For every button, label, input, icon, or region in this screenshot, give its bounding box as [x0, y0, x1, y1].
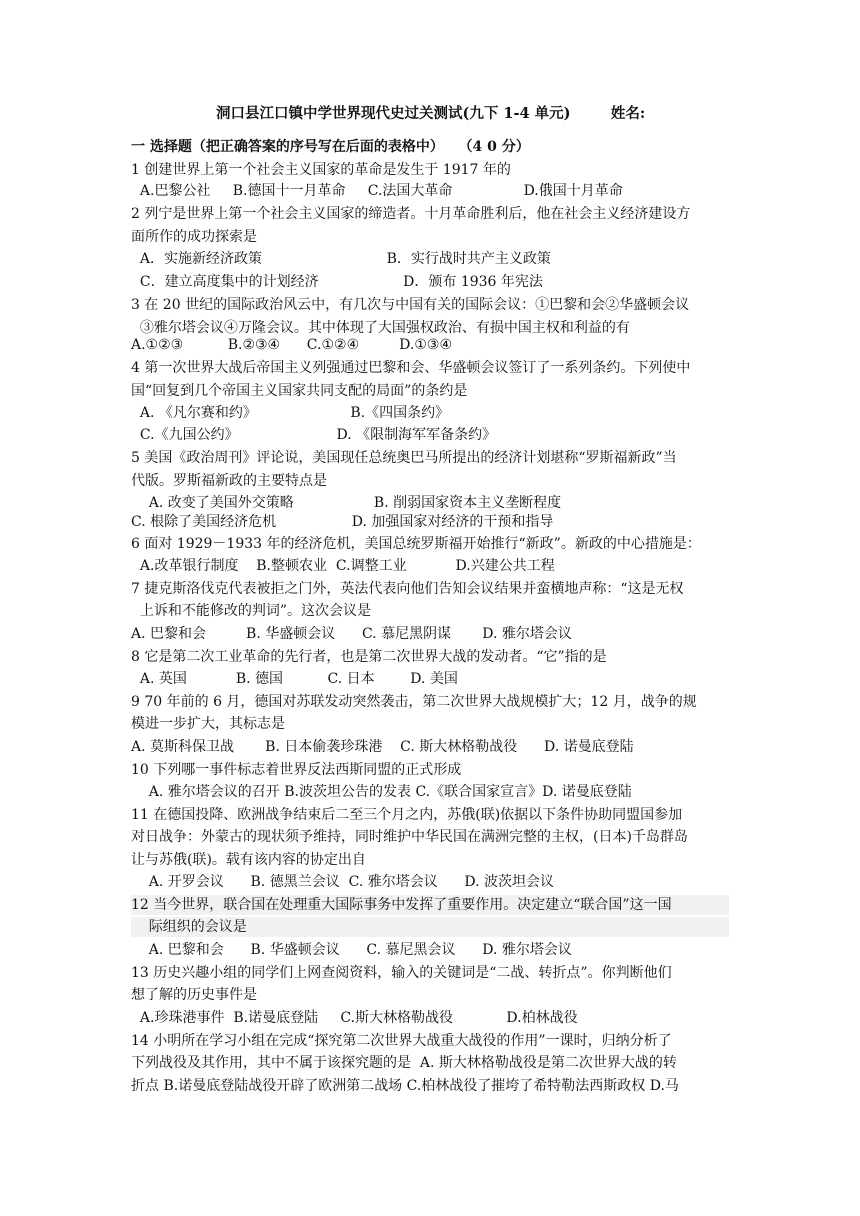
question-line: 际组织的会议是: [131, 917, 729, 937]
question-line: 2 列宁是世界上第一个社会主义国家的缔造者。十月革命胜利后，他在社会主义经济建设方: [131, 206, 691, 222]
option-line: C. 根除了美国经济危机 D. 加强国家对经济的干预和指导: [131, 514, 554, 530]
page-title: 洞口县江口镇中学世界现代史过关测试(九下 1-4 单元) 姓名:: [216, 105, 646, 122]
option-line: A.改革银行制度 B.整顿农业 C.调整工业 D.兴建公共工程: [131, 558, 555, 574]
question-line: 下列战役及其作用，其中不属于该探究题的是 A. 斯大林格勒战役是第二次世界大战的转: [131, 1055, 677, 1071]
question-line: ③雅尔塔会议④万隆会议。其中体现了大国强权政治、有损中国主权和利益的有: [131, 320, 630, 336]
question-line: 6 面对 1929－1933 年的经济危机，美国总统罗斯福开始推行“新政”。新政的中心措施是：: [131, 536, 701, 552]
question-line: 7 捷克斯洛伐克代表被拒之门外，英法代表向他们告知会议结果并蛮横地声称：“这是无权: [131, 581, 684, 597]
question-line: 5 美国《政治周刊》评论说，美国现任总统奥巴马所提出的经济计划堪称“罗斯福新政”当: [131, 450, 677, 466]
question-line: 9 70 年前的 6 月，德国对苏联发动突然袭击，第二次世界大战规模扩大；12 月，战争的规: [131, 694, 697, 710]
option-line: A. 《凡尔赛和约》 B.《四国条约》: [131, 405, 450, 421]
option-line: A. 改变了美国外交策略 B. 削弱国家资本主义垄断程度: [131, 495, 562, 511]
question-line: 12 当今世界，联合国在处理重大国际事务中发挥了重要作用。决定建立“联合国”这一国: [131, 895, 729, 915]
option-line: A. 莫斯科保卫战 B. 日本偷袭珍珠港 C. 斯大林格勒战役 D. 诺曼底登陆: [131, 739, 634, 755]
option-line: A. 巴黎和会 B. 华盛顿会议 C. 慕尼黑阴谋 D. 雅尔塔会议: [131, 626, 572, 642]
option-line: A. 雅尔塔会议的召开 B.波茨坦公告的发表 C.《联合国家宣言》D. 诺曼底登陆: [131, 784, 632, 800]
question-line: 11 在德国投降、欧洲战争结束后二至三个月之内，苏俄(联)依据以下条件协助同盟国参加: [131, 807, 683, 823]
question-line: 对日战争：外蒙古的现状须予维持，同时维护中华民国在满洲完整的主权，(日本)千岛群岛: [131, 829, 688, 845]
question-line: 让与苏俄(联)。载有该内容的协定出自: [131, 852, 366, 868]
question-line: 面所作的成功探索是: [131, 229, 257, 245]
question-line: 国“回复到几个帝国主义国家共同支配的局面”的条约是: [131, 383, 468, 399]
option-line: A．实施新经济政策 B．实行战时共产主义政策: [131, 251, 551, 267]
option-line: C.《九国公约》 D. 《限制海军军备条约》: [131, 427, 497, 443]
section-header: 一 选择题（把正确答案的序号写在后面的表格中） （4 0 分）: [131, 139, 530, 155]
question-line: 1 创建世界上第一个社会主义国家的革命是发生于 1917 年的: [131, 162, 511, 178]
question-line: 模进一步扩大，其标志是: [131, 716, 285, 732]
option-line: A.珍珠港事件 B.诺曼底登陆 C.斯大林格勒战役 D.柏林战役: [131, 1010, 578, 1026]
option-line: A.①②③ B.②③④ C.①②④ D.①③④: [131, 337, 453, 353]
question-line: 14 小明所在学习小组在完成“探究第二次世界大战重大战役的作用”一课时，归纳分析了: [131, 1033, 672, 1049]
question-line: 8 它是第二次工业革命的先行者，也是第二次世界大战的发动者。“它”指的是: [131, 649, 607, 665]
question-line: 4 第一次世界大战后帝国主义列强通过巴黎和会、华盛顿会议签订了一系列条约。下列使中: [131, 360, 691, 376]
question-line: 想了解的历史事件是: [131, 987, 257, 1003]
option-line: A.巴黎公社 B.德国十一月革命 C.法国大革命 D.俄国十月革命: [131, 183, 623, 199]
option-line: A. 开罗会议 B. 德黑兰会议 C. 雅尔塔会议 D. 波茨坦会议: [131, 874, 555, 890]
question-line: 10 下列哪一事件标志着世界反法西斯同盟的正式形成: [131, 762, 462, 778]
question-line: 3 在 20 世纪的国际政治风云中，有几次与中国有关的国际会议：①巴黎和会②华盛顿会议: [131, 297, 690, 313]
option-line: C．建立高度集中的计划经济 D．颁布 1936 年宪法: [131, 274, 543, 290]
question-line: 13 历史兴趣小组的同学们上网查阅资料，输入的关键词是“二战、转折点”。你判断他们: [131, 965, 672, 981]
option-line: A. 英国 B. 德国 C. 日本 D. 美国: [131, 671, 458, 687]
question-line: 上诉和不能修改的判词”。这次会议是: [131, 603, 372, 619]
question-line: 代版。罗斯福新政的主要特点是: [131, 473, 327, 489]
question-line: 折点 B.诺曼底登陆战役开辟了欧洲第二战场 C.柏林战役了摧垮了希特勒法西斯政权 D.马: [131, 1078, 679, 1094]
option-line: A. 巴黎和会 B. 华盛顿会议 C. 慕尼黑会议 D. 雅尔塔会议: [131, 942, 572, 958]
